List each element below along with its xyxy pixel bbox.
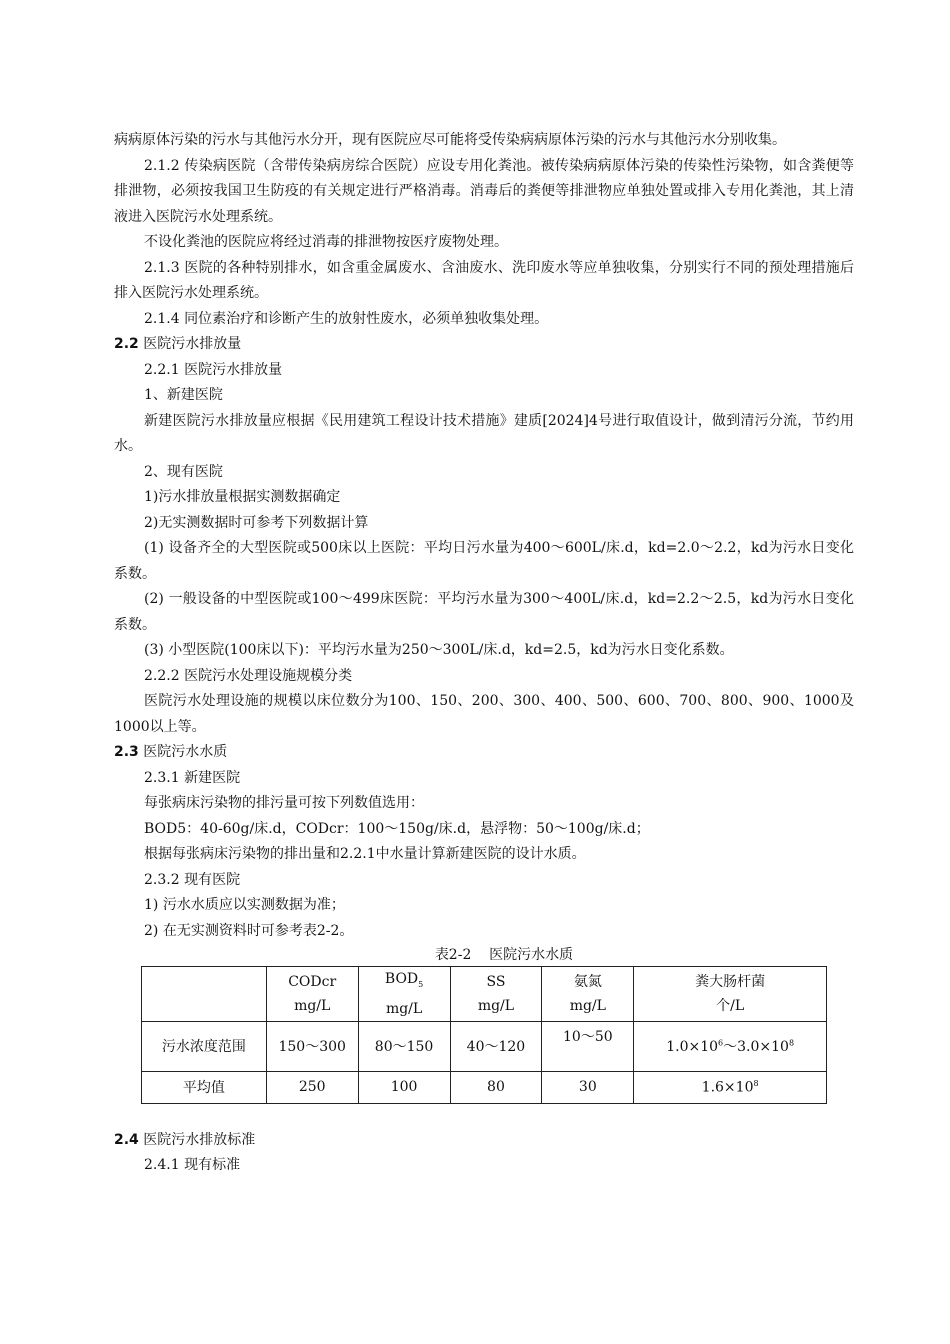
paragraph: 2)无实测数据时可参考下列数据计算 bbox=[144, 514, 369, 531]
paragraph: 2、现有医院 bbox=[144, 463, 223, 480]
section-heading bbox=[114, 1128, 854, 1154]
paragraph: 每张病床污染物的排污量可按下列数值选用： bbox=[144, 795, 424, 811]
cell-ammonia: 10～50 bbox=[542, 1021, 634, 1071]
header-cell-codcr bbox=[266, 967, 358, 1022]
cell-ss: 40～120 bbox=[450, 1021, 542, 1071]
header-cell-empty bbox=[142, 967, 267, 1022]
coliform-exp: 8 bbox=[753, 1078, 759, 1088]
cell-bod: 100 bbox=[358, 1071, 450, 1103]
section-number: 2.3 bbox=[114, 744, 139, 760]
coliform-base: 1.6×10 bbox=[701, 1079, 754, 1096]
paragraph: 2.2.2 医院污水处理设施规模分类 bbox=[144, 667, 353, 684]
paragraph: 2.1.2 传染病医院（含带传染病房综合医院）应设专用化粪池。被传染病病原体污染的传染性污染物，如含粪便等排泄物，必须按我国卫生防疫的有关规定进行严格消毒。消毒后的粪便等排泄物应单独处置或排入专用化粪池，其上清液进入医院污水处理系统。 bbox=[114, 157, 854, 225]
coliform-low-base: 1.0×10 bbox=[666, 1039, 719, 1056]
section-number: 2.2 bbox=[114, 336, 139, 352]
header-unit: 个/L bbox=[716, 997, 745, 1014]
section-heading bbox=[114, 740, 854, 766]
coliform-low-exp: 6 bbox=[718, 1038, 724, 1048]
spacer bbox=[114, 1104, 854, 1128]
cell-coliform bbox=[634, 1021, 827, 1071]
paragraph: 医院污水处理设施的规模以床位数分为100、150、200、300、400、500、600、700、800、900、1000及1000以上等。 bbox=[114, 693, 854, 735]
cell-codcr: 250 bbox=[266, 1071, 358, 1103]
coliform-high-base: ～3.0×10 bbox=[723, 1039, 789, 1056]
paragraph: (3) 小型医院(100床以下)：平均污水量为250～300L/床.d，kd=2.5，kd为污水日变化系数。 bbox=[144, 642, 734, 658]
paragraph: 2.1.3 医院的各种特别排水，如含重金属废水、含油废水、洗印废水等应单独收集，分别实行不同的预处理措施后排入医院污水处理系统。 bbox=[114, 259, 854, 301]
cell-ammonia: 30 bbox=[542, 1071, 634, 1103]
table-row bbox=[142, 1071, 827, 1103]
paragraph: 1)污水排放量根据实测数据确定 bbox=[144, 489, 341, 505]
cell-bod: 80～150 bbox=[358, 1021, 450, 1071]
paragraph: 2.3.2 现有医院 bbox=[144, 871, 241, 888]
header-name-text: BOD bbox=[384, 971, 419, 987]
paragraph: 2) 在无实测资料时可参考表2-2。 bbox=[144, 922, 354, 939]
header-unit: mg/L bbox=[385, 1000, 423, 1017]
header-name bbox=[359, 967, 450, 997]
paragraph: BOD5：40-60g/床.d，CODcr：100～150g/床.d，悬浮物：50～100g/床.d； bbox=[144, 820, 650, 837]
coliform-high-exp: 8 bbox=[788, 1038, 795, 1048]
paragraph: 不设化粪池的医院应将经过消毒的排泄物按医疗废物处理。 bbox=[144, 234, 508, 250]
section-number: 2.4 bbox=[114, 1131, 139, 1148]
header-unit: mg/L bbox=[569, 997, 606, 1014]
header-cell-ss bbox=[450, 967, 542, 1022]
header-name: 氨氮 bbox=[573, 973, 602, 990]
table-row bbox=[142, 1021, 827, 1071]
cell-codcr: 150～300 bbox=[266, 1021, 358, 1071]
header-cell-ammonia bbox=[542, 967, 634, 1022]
table-header-row bbox=[142, 967, 827, 1022]
section-title: 医院污水排放标准 bbox=[143, 1131, 256, 1148]
paragraph: 2.1.4 同位素治疗和诊断产生的放射性废水，必须单独收集处理。 bbox=[144, 310, 549, 327]
row-label: 平均值 bbox=[142, 1071, 267, 1103]
water-quality-table bbox=[141, 966, 827, 1104]
header-name: SS bbox=[486, 973, 506, 990]
header-subscript: 5 bbox=[418, 979, 424, 989]
header-name: CODcr bbox=[288, 973, 337, 990]
paragraph: 2.4.1 现有标准 bbox=[144, 1157, 241, 1174]
paragraph: 1、新建医院 bbox=[144, 387, 223, 403]
paragraph: 2.3.1 新建医院 bbox=[144, 769, 241, 786]
section-heading bbox=[114, 332, 854, 358]
header-cell-bod bbox=[358, 967, 450, 1022]
header-unit: mg/L bbox=[294, 997, 331, 1014]
paragraph: 根据每张病床污染物的排出量和2.2.1中水量计算新建医院的设计水质。 bbox=[144, 846, 586, 862]
paragraph: 1) 污水水质应以实测数据为准； bbox=[144, 897, 345, 913]
section-title: 医院污水排放量 bbox=[143, 336, 242, 352]
cell-ss: 80 bbox=[450, 1071, 542, 1103]
row-label: 污水浓度范围 bbox=[142, 1021, 267, 1071]
paragraph: 2.2.1 医院污水排放量 bbox=[144, 361, 283, 378]
paragraph: 新建医院污水排放量应根据《民用建筑工程设计技术措施》建质[2024]4号进行取值设计，做到清污分流，节约用水。 bbox=[114, 412, 854, 454]
header-name: 粪大肠杆菌 bbox=[695, 973, 766, 990]
document-body bbox=[114, 128, 854, 1179]
paragraph: (1) 设备齐全的大型医院或500床以上医院：平均日污水量为400～600L/床.d，kd=2.0～2.2，kd为污水日变化系数。 bbox=[114, 540, 854, 582]
paragraph: 病病原体污染的污水与其他污水分开，现有医院应尽可能将受传染病病原体污染的污水与其他污水分别收集。 bbox=[114, 132, 786, 148]
paragraph: (2) 一般设备的中型医院或100～499床医院：平均污水量为300～400L/床.d，kd=2.2～2.5，kd为污水日变化系数。 bbox=[114, 591, 854, 633]
cell-coliform bbox=[634, 1071, 827, 1103]
header-unit: mg/L bbox=[477, 997, 515, 1014]
header-cell-coliform bbox=[634, 967, 827, 1022]
table-caption: 表2-2 医院污水水质 bbox=[434, 947, 574, 963]
section-title: 医院污水水质 bbox=[143, 744, 228, 760]
